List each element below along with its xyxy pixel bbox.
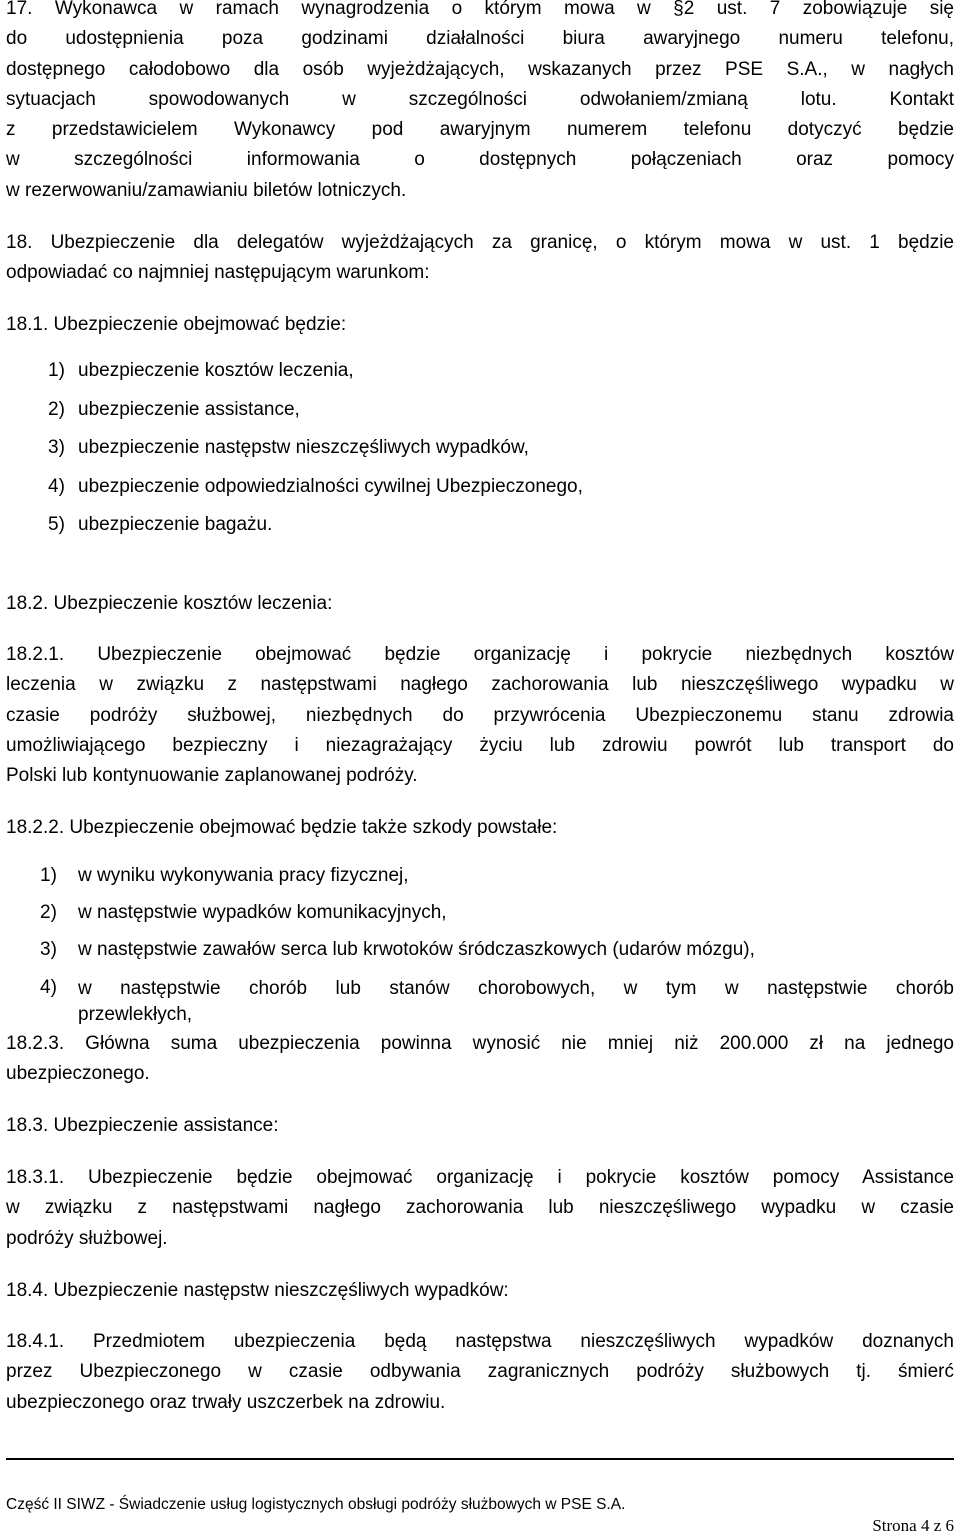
section-18-2-2-list: [40, 865, 954, 1036]
text-line: 18.3.1. Ubezpieczenie będzie obejmować organizację i pokrycie kosztów pomocy Assistance: [6, 1167, 954, 1188]
paragraph-18-3-1: [6, 1163, 954, 1254]
text-line: Polski lub kontynuowanie zaplanowanej podróży.: [6, 765, 418, 787]
paragraph-17: [6, 0, 954, 206]
text-line: odpowiadać co najmniej następującym warunkom:: [6, 262, 430, 284]
section-18-1-list: [48, 360, 583, 553]
paragraph-18: [6, 228, 954, 289]
page-number: Strona 4 z 6: [872, 1516, 954, 1535]
text-line: dostępnego całodobowo dla osób wyjeżdżających, wskazanych przez PSE S.A., w nagłych: [6, 58, 954, 80]
text-line: podróży służbowej.: [6, 1227, 168, 1249]
paragraph-18-2-3: [6, 1029, 954, 1090]
section-18-4-heading: 18.4. Ubezpieczenie następstw nieszczęśliwych wypadków:: [6, 1280, 509, 1301]
text-line: z przedstawicielem Wykonawcy pod awaryjnym numerem telefonu dotyczyć będzie: [6, 119, 954, 141]
text-line: przewlekłych,: [78, 1004, 193, 1025]
text-line: ubezpieczonego oraz trwały uszczerbek na zdrowiu.: [6, 1391, 446, 1413]
list-item: 1) ubezpieczenie kosztów leczenia,: [48, 360, 354, 381]
list-item: 3) w następstwie zawałów serca lub krwotoków śródczaszkowych (udarów mózgu),: [40, 939, 755, 960]
text-line: umożliwiającego bezpieczny i niezagrażający życiu lub zdrowiu powrót lub transport do: [6, 734, 954, 756]
text-line: 17. Wykonawca w ramach wynagrodzenia o którym mowa w §2 ust. 7 zobowiązuje się: [6, 0, 954, 19]
text-line: sytuacjach spowodowanych w szczególności odwołaniem/zmianą lotu. Kontakt: [6, 88, 954, 110]
text-line: leczenia w związku z następstwami nagłego zachorowania lub nieszczęśliwego wypadku w: [6, 674, 954, 696]
text-line: 18.4.1. Przedmiotem ubezpieczenia będą następstwa nieszczęśliwych wypadków doznanych: [6, 1331, 954, 1352]
text-line: 18. Ubezpieczenie dla delegatów wyjeżdżających za granicę, o którym mowa w ust. 1 będzie: [6, 232, 954, 253]
paragraph-18-4-1: [6, 1327, 954, 1418]
section-18-1-heading: 18.1. Ubezpieczenie obejmować będzie:: [6, 314, 347, 335]
list-item: 3) ubezpieczenie następstw nieszczęśliwych wypadków,: [48, 437, 529, 458]
paragraph-18-2-2: 18.2.2. Ubezpieczenie obejmować będzie także szkody powstałe:: [6, 817, 558, 838]
section-18-3-heading: 18.3. Ubezpieczenie assistance:: [6, 1115, 279, 1136]
text-line: w następstwie chorób lub stanów chorobowych, w tym w następstwie chorób: [78, 978, 954, 999]
text-line: czasie podróży służbowej, niezbędnych do przywrócenia Ubezpieczonemu stanu zdrowia: [6, 704, 954, 726]
section-18-2-heading: 18.2. Ubezpieczenie kosztów leczenia:: [6, 593, 333, 614]
list-item: 4) ubezpieczenie odpowiedzialności cywilnej Ubezpieczonego,: [48, 475, 583, 497]
list-item: 2) w następstwie wypadków komunikacyjnych,: [40, 902, 447, 923]
list-item: 1) w wyniku wykonywania pracy fizycznej,: [40, 865, 409, 886]
text-line: 18.2.3. Główna suma ubezpieczenia powinna wynosić nie mniej niż 200.000 zł na jednego: [6, 1033, 954, 1054]
text-line: do udostępnienia poza godzinami działalności biura awaryjnego numeru telefonu,: [6, 28, 954, 50]
footer-divider: [6, 1458, 954, 1460]
paragraph-18-2-1: [6, 640, 954, 791]
text-line: w rezerwowaniu/zamawianiu biletów lotniczych.: [6, 179, 407, 201]
text-line: w związku z następstwami nagłego zachorowania lub nieszczęśliwego wypadku w czasie: [6, 1197, 954, 1219]
footer-text: Część II SIWZ - Świadczenie usług logistycznych obsługi podróży służbowych w PSE S.A.: [6, 1496, 626, 1513]
list-item: 2) ubezpieczenie assistance,: [48, 398, 300, 420]
text-line: 18.2.1. Ubezpieczenie obejmować będzie organizację i pokrycie niezbędnych kosztów: [6, 644, 954, 665]
list-item: 5) ubezpieczenie bagażu.: [48, 514, 273, 535]
text-line: ubezpieczonego.: [6, 1063, 150, 1085]
text-line: w szczególności informowania o dostępnych połączeniach oraz pomocy: [6, 149, 954, 171]
text-line: przez Ubezpieczonego w czasie odbywania zagranicznych podróży służbowych tj. śmierć: [6, 1361, 954, 1383]
list-item: 4) w następstwie chorób lub stanów chorobowych, w tym w następstwie chorób przewlekłych,: [40, 976, 954, 1036]
